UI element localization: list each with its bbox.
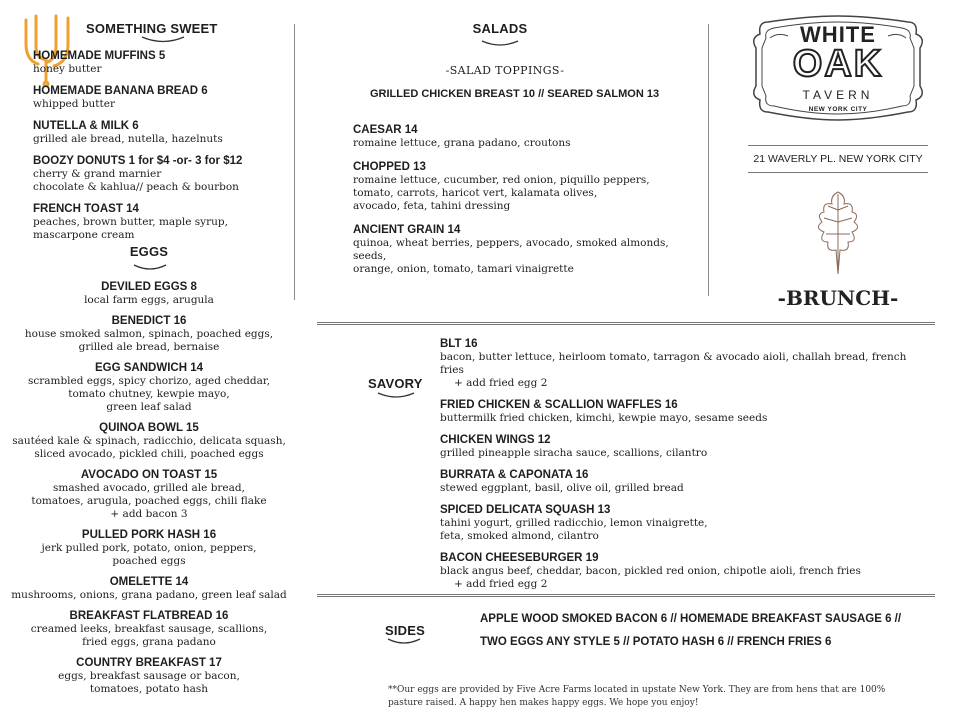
menu-item-name: HOMEMADE MUFFINS 5 [33,50,166,62]
address-rule [748,172,928,173]
menu-item-description: tomato, carrots, haricot vert, kalamata olives, [353,187,598,199]
menu-item-description: grilled ale bread, nutella, hazelnuts [33,133,223,145]
sides-line-2: TWO EGGS ANY STYLE 5 // POTATO HASH 6 // FRENCH FRIES 6 [480,636,832,648]
menu-item-name: CHOPPED 13 [353,161,426,173]
menu-item-name: BLT 16 [440,338,478,350]
menu-item-description: + add bacon 3 [110,508,188,520]
menu-item-name: BURRATA & CAPONATA 16 [440,469,589,481]
menu-item-description: local farm eggs, arugula [84,294,214,306]
menu-item-description: whipped butter [33,98,115,110]
menu-item [33,84,283,111]
menu-item-description: tomatoes, potato hash [89,683,209,695]
swash-divider [140,34,186,44]
menu-item-name: BENEDICT 16 [111,315,187,327]
swash-divider [480,38,520,48]
menu-item-description: green leaf salad [106,401,192,413]
menu-item [0,468,298,521]
menu-item-description: smashed avocado, grilled ale bread, [53,482,245,494]
footnote [388,684,948,710]
logo-white: WHITE [800,22,876,47]
menu-item-name: BREAKFAST FLATBREAD 16 [69,610,229,622]
menu-item-name: ANCIENT GRAIN 14 [353,224,461,236]
section-rule [317,322,935,325]
menu-item-description: stewed eggplant, basil, olive oil, grilled bread [440,482,684,494]
menu-item-description: romaine lettuce, grana padano, croutons [353,137,571,149]
menu-item [0,280,298,307]
menu-item [0,575,298,602]
logo-city: NEW YORK CITY [808,106,868,113]
savory-title: SAVORY [368,376,423,391]
menu-item-description: feta, smoked almond, cilantro [440,530,599,542]
menu-item-description: mushrooms, onions, grana padano, green leaf salad [11,589,287,601]
something-sweet-title: SOMETHING SWEET [86,21,218,36]
menu-item-description: tomato chutney, kewpie mayo, [68,388,230,400]
menu-item-description: honey butter [33,63,102,75]
footnote-line: pasture raised. A happy hen makes happy eggs. We hope you enjoy! [388,698,699,708]
menu-item [0,528,298,568]
swash-divider [132,262,168,272]
swash-divider [376,390,416,400]
menu-item [0,314,298,354]
menu-item [353,123,703,150]
swash-divider [386,636,422,646]
salads-list [353,123,703,286]
menu-item [353,160,703,213]
menu-item [353,223,703,276]
menu-item [440,468,930,495]
menu-item-description: tahini yogurt, grilled radicchio, lemon vinaigrette, [440,517,708,529]
column-divider [294,24,295,300]
address: 21 WAVERLY PL. NEW YORK CITY [753,153,923,165]
sides-line-1: APPLE WOOD SMOKED BACON 6 // HOMEMADE BREAKFAST SAUSAGE 6 // [480,613,902,625]
menu-item-name: AVOCADO ON TOAST 15 [80,469,218,481]
menu-item-name: BOOZY DONUTS 1 for $4 -or- 3 for $12 [33,155,243,167]
menu-item-name: CAESAR 14 [353,124,418,136]
menu-item [0,609,298,649]
logo-oak: OAK [792,43,884,85]
something-sweet-list [33,49,283,250]
menu-item [440,551,930,591]
menu-item-description: jerk pulled pork, potato, onion, peppers, [41,542,257,554]
menu-item-description: poached eggs [112,555,186,567]
menu-item-description: chocolate & kahlua// peach & bourbon [33,181,239,193]
menu-item-description: creamed leeks, breakfast sausage, scallions, [30,623,268,635]
menu-item-description: buttermilk fried chicken, kimchi, kewpie mayo, sesame seeds [440,412,768,424]
menu-item-name: FRIED CHICKEN & SCALLION WAFFLES 16 [440,399,678,411]
footnote-line: **Our eggs are provided by Five Acre Farms located in upstate New York. They are from hens that are 100% [388,685,886,695]
menu-item-name: CHICKEN WINGS 12 [440,434,551,446]
menu-item [33,119,283,146]
menu-item [33,202,283,242]
menu-item-name: PULLED PORK HASH 16 [81,529,217,541]
menu-item-name: QUINOA BOWL 15 [99,422,199,434]
menu-item-name: SPICED DELICATA SQUASH 13 [440,504,611,516]
menu-item [440,337,930,390]
menu-item-description: grilled ale bread, bernaise [78,341,220,353]
menu-item-description: sliced avocado, pickled chili, poached eggs [34,448,264,460]
menu-item-description: cherry & grand marnier [33,168,162,180]
menu-item-description: bacon, butter lettuce, heirloom tomato, tarragon & avocado aioli, challah bread, french fries [440,351,907,376]
salad-toppings-title: -SALAD TOPPINGS- [445,64,565,77]
menu-item-name: BACON CHEESEBURGER 19 [440,552,599,564]
menu-item-name: FRENCH TOAST 14 [33,203,139,215]
oak-leaf-icon [808,186,868,278]
menu-item-name: HOMEMADE BANANA BREAD 6 [33,85,208,97]
eggs-list [0,280,298,703]
menu-item-name: OMELETTE 14 [109,576,189,588]
menu-item-name: DEVILED EGGS 8 [101,281,197,293]
savory-list [440,337,930,599]
menu-item [440,398,930,425]
address-rule [748,145,928,146]
salad-toppings: GRILLED CHICKEN BREAST 10 // SEARED SALMON 13 [370,88,660,100]
menu-item-description: peaches, brown butter, maple syrup, [33,216,228,228]
menu-item [440,433,930,460]
menu-title: -BRUNCH- [777,286,899,310]
menu-item-description: scrambled eggs, spicy chorizo, aged cheddar, [27,375,271,387]
menu-item-description: eggs, breakfast sausage or bacon, [58,670,240,682]
menu-item-description: sautéed kale & spinach, radicchio, delicata squash, [12,435,286,447]
menu-item-description: avocado, feta, tahini dressing [353,200,511,212]
menu-item [33,154,283,194]
eggs-header: EGGS [129,244,169,259]
menu-item [440,503,930,543]
white-oak-logo [748,8,928,124]
menu-item-description: romaine lettuce, cucumber, red onion, piquillo peppers, [353,174,650,186]
menu-item-name: NUTELLA & MILK 6 [33,120,139,132]
menu-item-description: mascarpone cream [33,229,135,241]
logo-tavern: TAVERN [802,88,874,102]
menu-item-description: quinoa, wheat berries, peppers, avocado, smoked almonds, seeds, [353,237,669,262]
menu-item-description: fried eggs, grana padano [82,636,216,648]
menu-item-description: + add fried egg 2 [454,578,548,590]
menu-item [33,49,283,76]
menu-item-description: orange, onion, tomato, tamari vinaigrette [353,263,574,275]
menu-item-name: EGG SANDWICH 14 [95,362,203,374]
menu-item-description: grilled pineapple siracha sauce, scallions, cilantro [440,447,708,459]
menu-item-description: black angus beef, cheddar, bacon, pickled red onion, chipotle aioli, french fries [440,565,861,577]
menu-item-name: COUNTRY BREAKFAST 17 [76,657,222,669]
sides-title: SIDES [385,623,426,638]
salads-title: SALADS [472,21,528,36]
menu-item [0,656,298,696]
menu-item-description: tomatoes, arugula, poached eggs, chili flake [31,495,267,507]
menu-item [0,361,298,414]
menu-item-description: house smoked salmon, spinach, poached eggs, [24,328,274,340]
menu-item [0,421,298,461]
menu-item-description: + add fried egg 2 [454,377,548,389]
